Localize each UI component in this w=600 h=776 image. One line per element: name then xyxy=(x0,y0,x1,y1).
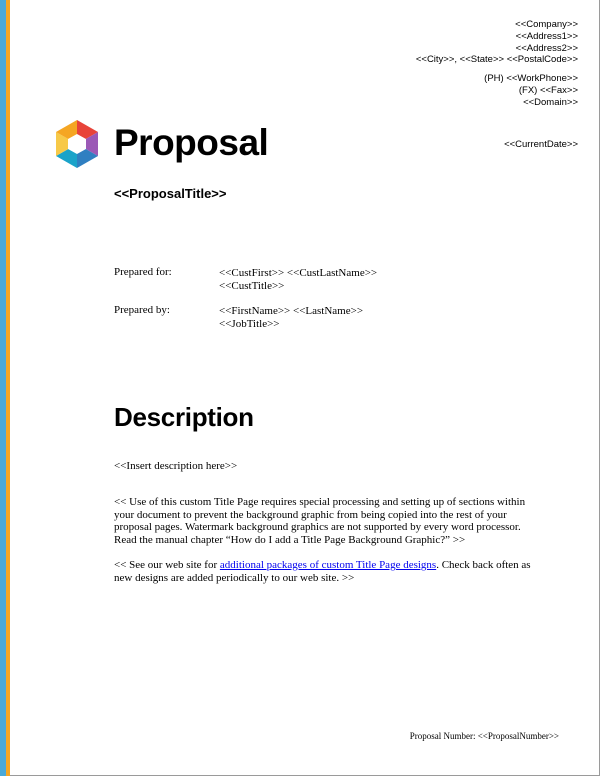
website-note xyxy=(114,559,534,584)
website-note-suffix: . Check back often as new designs are added periodically to our web site. >> xyxy=(114,559,531,584)
fax-line: (FX) <<Fax>> xyxy=(518,84,578,96)
phone-line: (PH) <<WorkPhone>> xyxy=(484,73,578,85)
prepared-for-label: Prepared for: xyxy=(114,266,172,278)
prepared-by-label: Prepared by: xyxy=(114,304,170,316)
address-line-2: <<Address2>> xyxy=(515,42,578,54)
description-heading: Description xyxy=(114,402,254,432)
prepared-for-name: <<CustFirst>> <<CustLastName>> xyxy=(219,267,378,279)
address-line-1: <<Address1>> xyxy=(515,30,578,42)
title-page-designs-link[interactable]: additional packages of custom Title Page designs xyxy=(219,559,437,571)
current-date: <<CurrentDate>> xyxy=(504,139,578,150)
brand-title: Proposal xyxy=(114,122,269,163)
description-placeholder: <<Insert description here>> xyxy=(114,460,238,472)
website-note-prefix: << See our web site for xyxy=(114,559,220,571)
left-orange-stripe xyxy=(6,0,10,776)
city-state-postal: <<City>>, <<State>> <<PostalCode>> xyxy=(415,54,578,66)
proposal-number: Proposal Number: <<ProposalNumber>> xyxy=(409,731,559,741)
company-address-block xyxy=(416,19,578,109)
prepared-by-title: <<JobTitle>> xyxy=(219,318,280,330)
domain-line: <<Domain>> xyxy=(523,96,578,108)
proposal-title: <<ProposalTitle>> xyxy=(114,186,227,201)
hexagon-logo-icon xyxy=(52,119,102,169)
prepared-for-title: <<CustTitle>> xyxy=(219,280,285,292)
prepared-by-name: <<FirstName>> <<LastName>> xyxy=(219,305,364,317)
company-name: <<Company>> xyxy=(515,19,578,30)
title-page-note: << Use of this custom Title Page requires special processing and setting up of sections within your document to prevent the background graphic from being copied into the rest of your proposal pages. Watermark background graphics are not supported by every word processor. Read the manual chapter “How do I add a Title Page Background Graphic?” >> xyxy=(114,496,526,546)
